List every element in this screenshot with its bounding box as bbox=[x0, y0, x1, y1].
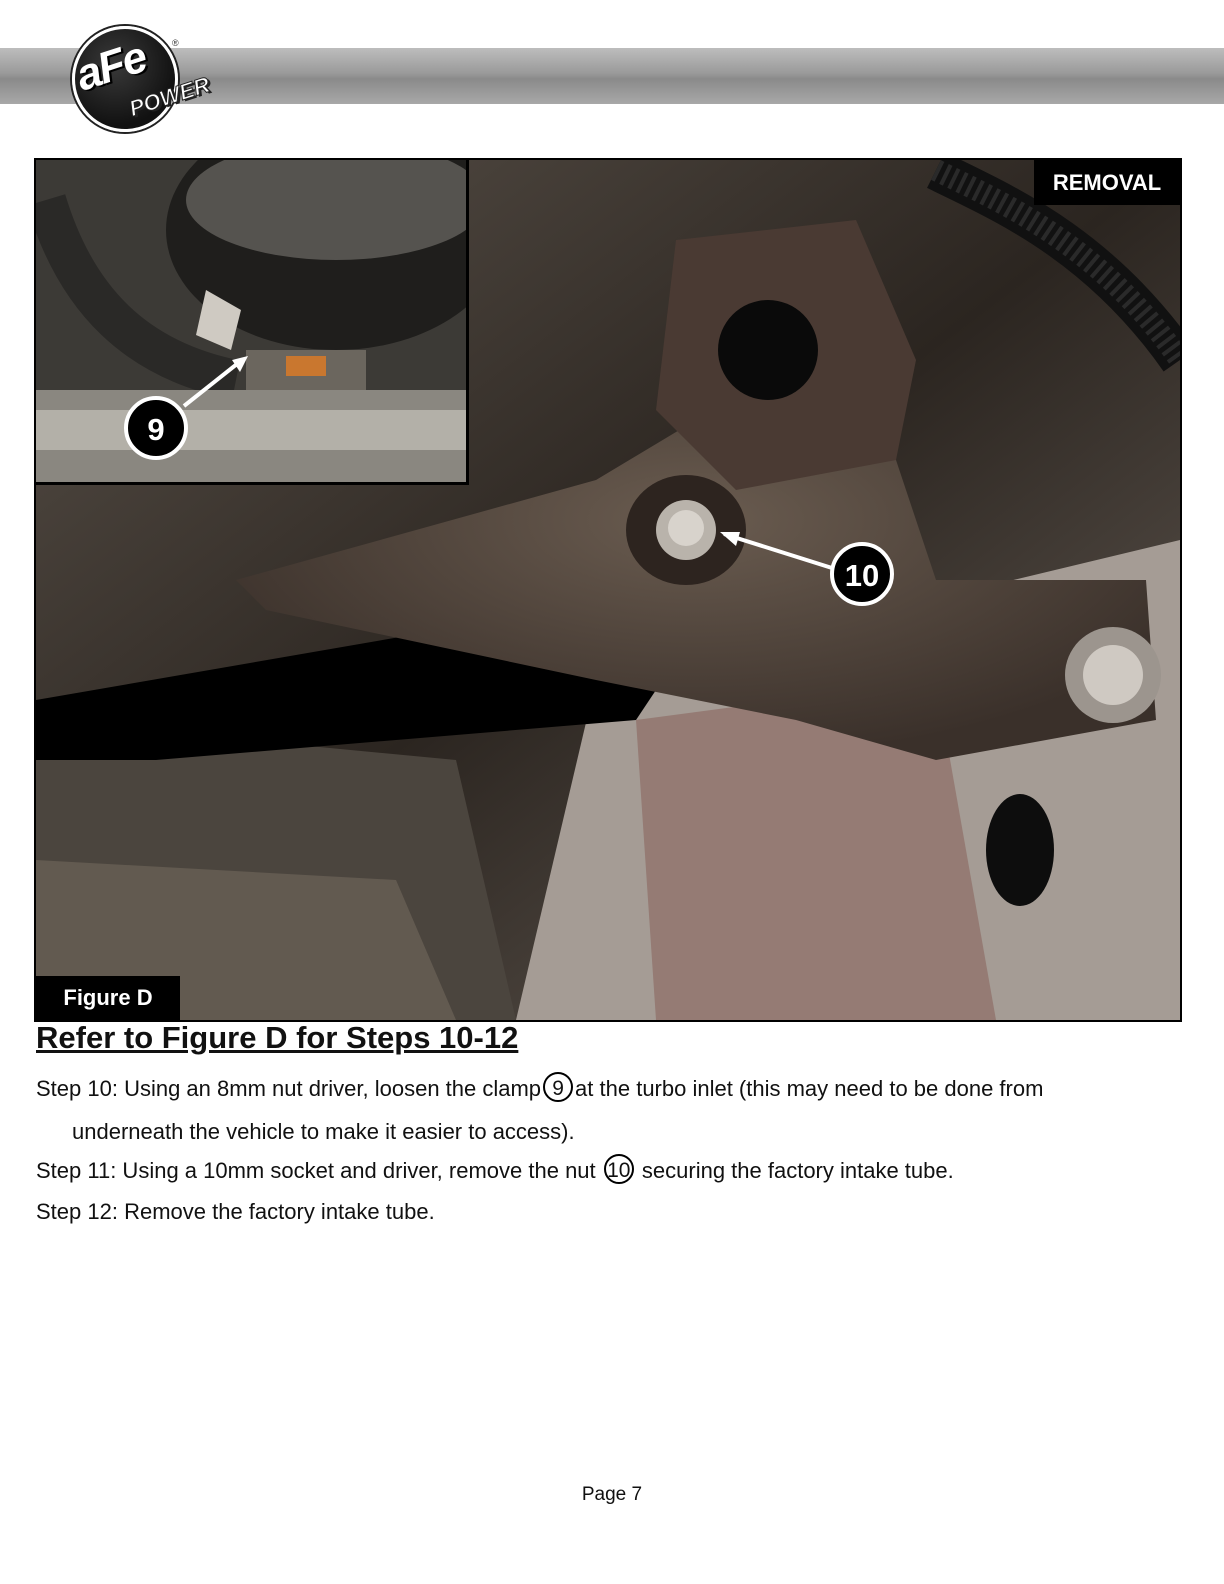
step-10-text-cont: at the turbo inlet (this may need to be done from bbox=[575, 1076, 1044, 1101]
step-10-continuation: underneath the vehicle to make it easier to access). bbox=[72, 1119, 575, 1144]
page-number: Page 7 bbox=[581, 1484, 643, 1505]
callout-10-ref: 10 bbox=[604, 1154, 634, 1184]
callout-10-label: 10 bbox=[844, 558, 880, 593]
logo-registered-mark: ® bbox=[172, 38, 179, 48]
step-11-text-cont: securing the factory intake tube. bbox=[635, 1158, 954, 1183]
section-title: Refer to Figure D for Steps 10-12 bbox=[36, 1020, 519, 1055]
logo-afe-text: aFe bbox=[69, 32, 152, 101]
step-10-text: Step 10: Using an 8mm nut driver, loosen the clamp bbox=[36, 1076, 542, 1101]
inset-photo bbox=[36, 160, 466, 482]
removal-label: REMOVAL bbox=[1034, 160, 1180, 205]
step-12: Step 12: Remove the factory intake tube. bbox=[36, 1199, 435, 1224]
callout-9-label: 9 bbox=[147, 412, 165, 447]
afe-power-logo bbox=[70, 24, 240, 134]
logo-power-text: POWER bbox=[126, 71, 213, 122]
step-10 bbox=[36, 1076, 1043, 1102]
step-11 bbox=[36, 1158, 954, 1184]
inset-photo-clamp bbox=[36, 160, 469, 485]
step-11-text: Step 11: Using a 10mm socket and driver, remove the nut bbox=[36, 1158, 602, 1183]
callout-9-ref: 9 bbox=[543, 1072, 573, 1102]
figure-d-photo bbox=[34, 158, 1182, 1022]
figure-caption: Figure D bbox=[36, 976, 180, 1020]
